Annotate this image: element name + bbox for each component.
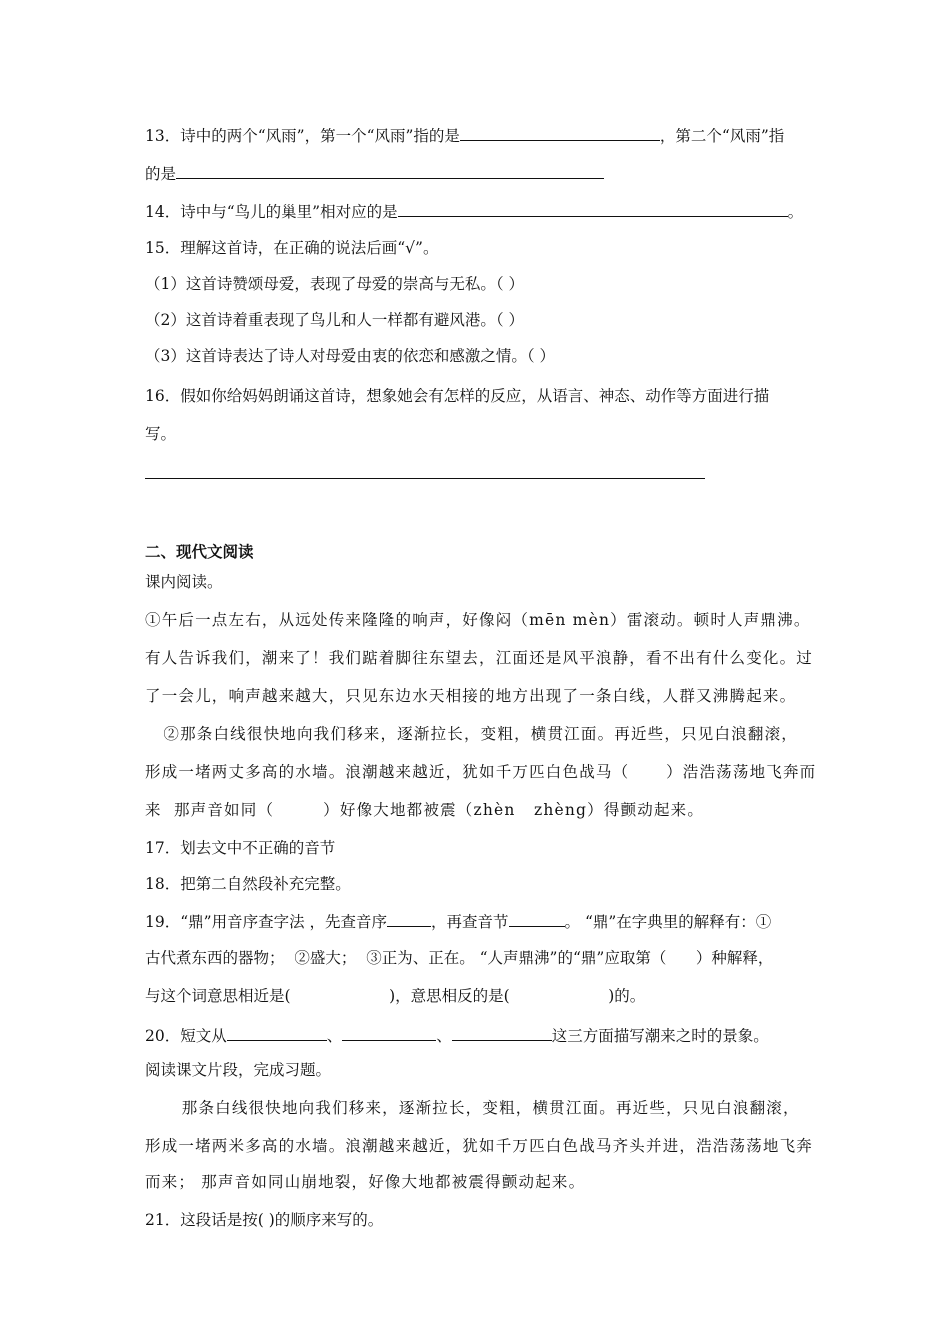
passage-2-line-2: 形成一堵两丈多高的水墙。浪潮越来越近，犹如千万匹白色战马（ ）浩浩荡荡地飞奔而	[145, 763, 817, 781]
answer-blank-13a[interactable]	[460, 124, 660, 141]
question-18: 18．把第二自然段补充完整。	[145, 875, 351, 893]
question-16-line-2: 写。	[145, 425, 177, 443]
question-20-text-a: 20．短文从	[145, 1027, 227, 1045]
question-20-text-b: 这三方面描写潮来之时的景象。	[551, 1027, 769, 1045]
question-19-line-2: 古代煮东西的器物； ②盛大； ③正为、正在。 “人声鼎沸”的“鼎”应取第（ ）种解释，	[145, 949, 774, 967]
passage-1-line-2: 有人告诉我们，潮来了！我们踮着脚往东望去，江面还是风平浪静，看不出有什么变化。过	[145, 649, 814, 667]
question-19-text-a: 19．“鼎”用音序查字法 ，先查音序	[145, 913, 387, 931]
question-19-line-3: 与这个词意思相近是( )，意思相反的是( )的。	[145, 987, 646, 1005]
question-20-sep-1: 、	[326, 1027, 343, 1045]
passage-2-line-3: 来 那声音如同（ ）好像大地都被震（zhèn zhèng）得颤动起来。	[145, 801, 705, 819]
answer-blank-19b[interactable]	[509, 910, 565, 927]
question-13-line-1	[145, 124, 784, 146]
answer-blank-20c[interactable]	[452, 1024, 552, 1041]
question-19-text-c: 。 “鼎”在字典里的解释有：①	[564, 913, 772, 931]
answer-blank-14[interactable]	[398, 200, 788, 217]
question-16-line-1: 16．假如你给妈妈朗诵这首诗，想象她会有怎样的反应，从语言、神态、动作等方面进行描	[145, 387, 770, 405]
reading-intro: 阅读课文片段，完成习题。	[145, 1061, 332, 1079]
question-19-line-1	[145, 910, 771, 932]
question-13-text-b: ，第二个“风雨”指	[659, 127, 785, 145]
question-19-text-b: ，再查音节	[431, 913, 509, 931]
answer-line-16[interactable]	[145, 478, 705, 479]
question-13-text-a: 13．诗中的两个“风雨”，第一个“风雨”指的是	[145, 127, 460, 145]
section-2-heading: 二、现代文阅读	[145, 542, 254, 561]
question-20-sep-2: 、	[436, 1027, 452, 1045]
passage-3-line-1: 那条白线很快地向我们移来，逐渐拉长，变粗，横贯江面。再近些，只见白浪翻滚，	[145, 1099, 800, 1117]
question-17: 17．划去文中不正确的音节	[145, 839, 336, 857]
passage-1-line-3: 了一会儿，响声越来越大，只见东边水天相接的地方出现了一条白线，人群又沸腾起来。	[145, 687, 797, 705]
question-15-option-2[interactable]: （2）这首诗着重表现了鸟儿和人一样都有避风港。（ ）	[145, 311, 525, 329]
question-21: 21．这段话是按( )的顺序来写的。	[145, 1211, 384, 1229]
answer-blank-20a[interactable]	[227, 1024, 327, 1041]
question-14	[145, 200, 803, 222]
question-15-option-3[interactable]: （3）这首诗表达了诗人对母爱由衷的依恋和感激之情。（ ）	[145, 347, 556, 365]
passage-1-line-1: ①午后一点左右，从远处传来隆隆的响声，好像闷（mēn mèn）雷滚动。顿时人声鼎沸。	[145, 611, 811, 629]
passage-3-line-3: 而来； 那声音如同山崩地裂，好像大地都被震得颤动起来。	[145, 1173, 586, 1191]
question-20	[145, 1024, 769, 1046]
question-15-stem: 15．理解这首诗，在正确的说法后画“√”。	[145, 239, 439, 257]
passage-3-line-2: 形成一堵两米多高的水墙。浪潮越来越近，犹如千万匹白色战马齐头并进，浩浩荡荡地飞奔	[145, 1137, 814, 1155]
answer-blank-20b[interactable]	[342, 1024, 436, 1041]
question-14-end: 。	[787, 203, 804, 221]
question-14-text: 14．诗中与“鸟儿的巢里”相对应的是	[145, 203, 398, 221]
question-13-text-c: 的是	[145, 165, 177, 183]
question-13-line-2	[145, 162, 604, 184]
passage-2-line-1: ②那条白线很快地向我们移来，逐渐拉长，变粗，横贯江面。再近些，只见白浪翻滚，	[145, 725, 798, 743]
section-2-intro: 课内阅读。	[145, 573, 223, 591]
answer-blank-19a[interactable]	[387, 910, 431, 927]
question-15-option-1[interactable]: （1）这首诗赞颂母爱，表现了母爱的崇高与无私。（ ）	[145, 275, 525, 293]
answer-blank-13b[interactable]	[176, 162, 604, 179]
